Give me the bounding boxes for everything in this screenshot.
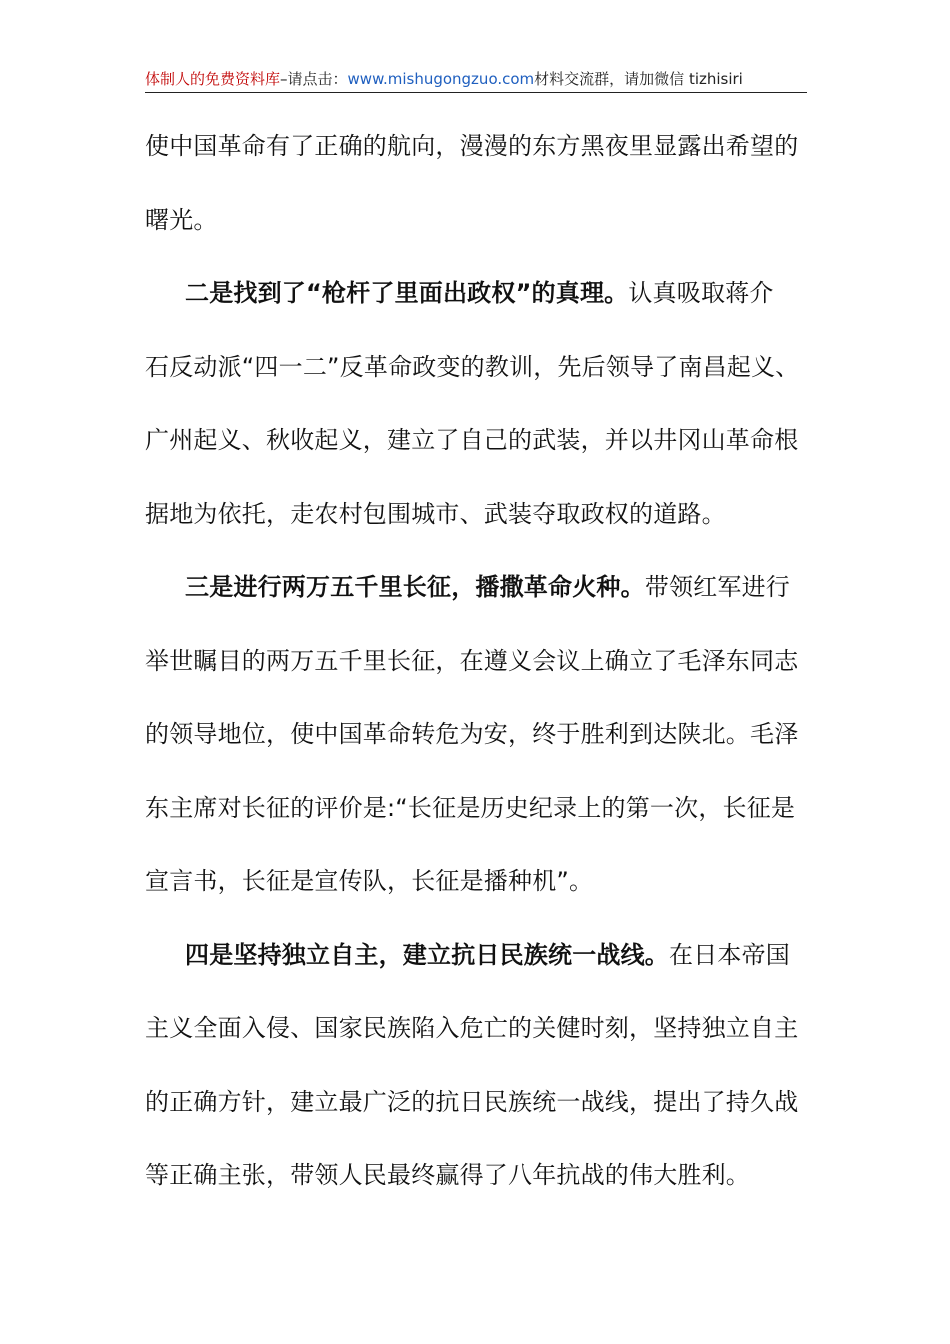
paragraph-start-line — [145, 919, 810, 993]
text-line: 举世瞩目的两万五千里长征，在遵义会议上确立了毛泽东同志 — [145, 646, 799, 675]
text-run: 认真吸取蒋介 — [628, 279, 774, 307]
header-prompt: –请点击： — [280, 70, 348, 88]
text-line: 据地为依托，走农村包围城市、武装夺取政权的道路。 — [145, 499, 726, 528]
text-line: 使中国革命有了正确的航向，漫漫的东方黑夜里显露出希望的 — [145, 132, 799, 160]
text-line: 宣言书，长征是宣传队，长征是播种机”。 — [145, 867, 594, 895]
paragraph-heading: 二是找到了“枪杆了里面出政权”的真理。 — [185, 279, 629, 307]
text-line: 等正确主张，带领人民最终赢得了八年抗战的伟大胜利。 — [145, 1161, 750, 1189]
document-body — [145, 110, 810, 1213]
text-line: 曙光。 — [145, 205, 218, 234]
page-header — [145, 68, 807, 93]
text-line: 东主席对长征的评价是:“长征是历史纪录上的第一次，长征是 — [145, 793, 796, 822]
text-run: 带领红军进行 — [644, 573, 791, 601]
header-link[interactable]: www.mishugongzuo.com — [347, 70, 535, 88]
paragraph-start-line — [145, 257, 810, 331]
paragraph-heading: 四是坚持独立自主，建立抗日民族统一战线。 — [185, 940, 669, 969]
text-line: 主义全面入侵、国家民族陷入危亡的关健时刻，坚持独立自主 — [145, 1014, 799, 1042]
paragraph-start-line — [145, 551, 810, 625]
text-run: 在日本帝国 — [669, 940, 790, 969]
header-brand: 体制人的免费资料库 — [145, 70, 281, 88]
header-note: 材料交流群，请加微信 tizhisiri — [534, 70, 743, 88]
text-line: 石反动派“四一二”反革命政变的教训，先后领导了南昌起义、 — [145, 352, 800, 381]
text-line: 广州起义、秋收起义，建立了自己的武装，并以井冈山革命根 — [145, 426, 799, 454]
paragraph-heading: 三是进行两万五千里长征，播撒革命火种。 — [185, 573, 645, 601]
text-line: 的正确方针，建立最广泛的抗日民族统一战线，提出了持久战 — [145, 1087, 799, 1116]
text-line: 的领导地位，使中国革命转危为安，终于胜利到达陕北。毛泽 — [145, 720, 799, 748]
